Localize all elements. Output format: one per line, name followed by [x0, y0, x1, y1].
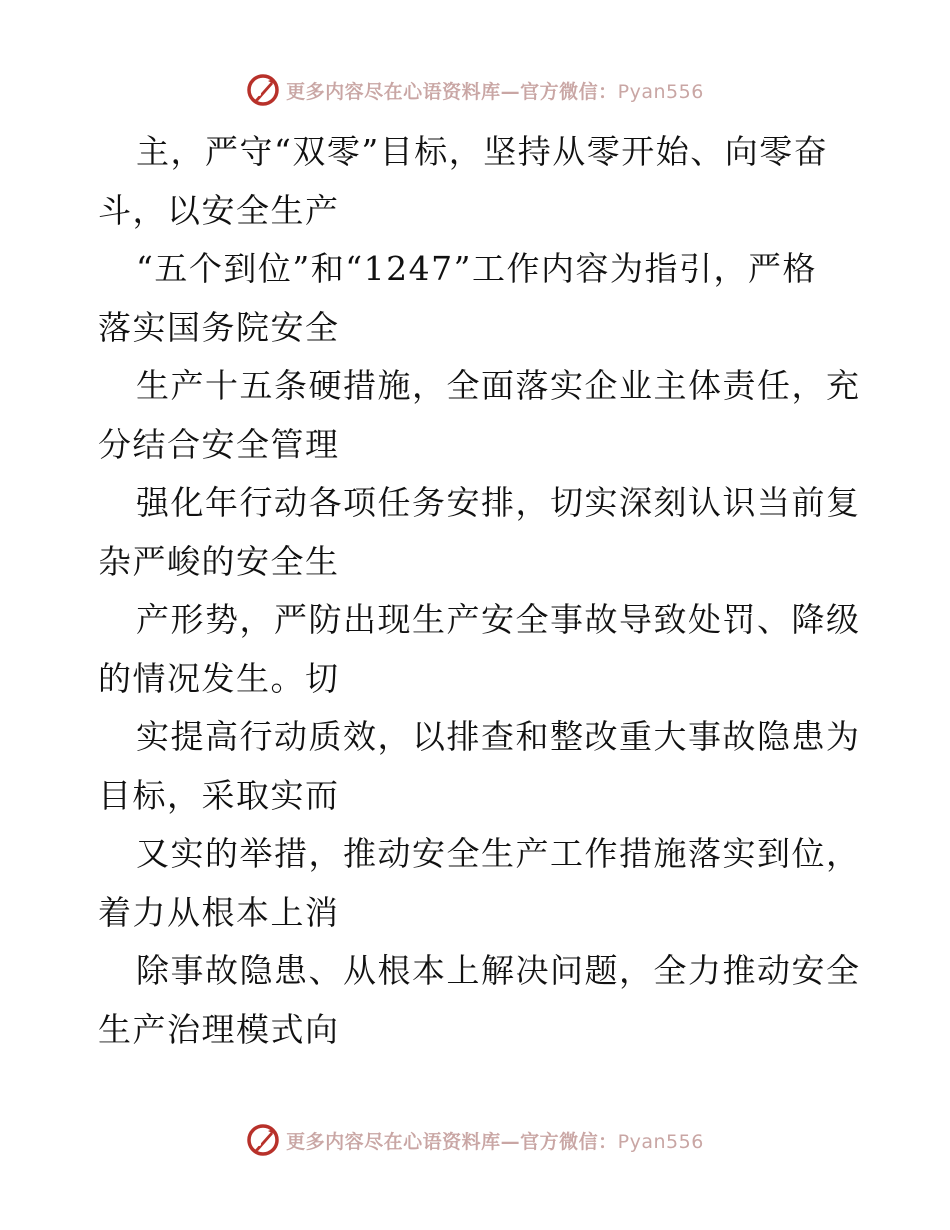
document-body [98, 123, 861, 1059]
body-line: 的情况发生。切 [98, 658, 340, 698]
body-line: 分结合安全管理 [98, 424, 340, 464]
watermark-text: 更多内容尽在心语资料库—官方微信：Pyan556 [286, 80, 704, 103]
watermark-wechat-id: Pyan556 [617, 1130, 704, 1153]
header-watermark [0, 70, 950, 110]
footer-watermark [0, 1120, 950, 1160]
body-line: 杂严峻的安全生 [98, 541, 340, 581]
body-line: 生产治理模式向 [98, 1009, 340, 1049]
watermark-wechat-id: Pyan556 [617, 80, 704, 103]
body-line: 着力从根本上消 [98, 892, 340, 932]
body-line: 又实的举措，推动安全生产工作措施落实到位， [136, 834, 861, 873]
body-line: 除事故隐患、从根本上解决问题，全力推动安全 [136, 951, 861, 990]
body-line: 强化年行动各项任务安排，切实深刻认识当前复 [136, 483, 861, 522]
quill-seal-icon [246, 73, 280, 107]
body-line: 落实国务院安全 [98, 307, 340, 347]
body-line: “五个到位”和“1247”工作内容为指引，严格 [136, 249, 817, 288]
body-line: 目标，采取实而 [98, 775, 340, 815]
body-line: 主，严守“双零”目标，坚持从零开始、向零奋 [136, 132, 829, 171]
watermark-text: 更多内容尽在心语资料库—官方微信：Pyan556 [286, 1130, 704, 1153]
body-line: 生产十五条硬措施，全面落实企业主体责任，充 [136, 366, 861, 405]
body-line: 斗，以安全生产 [98, 190, 340, 230]
body-line: 产形势，严防出现生产安全事故导致处罚、降级 [136, 600, 861, 639]
body-line: 实提高行动质效，以排查和整改重大事故隐患为 [136, 717, 861, 756]
quill-seal-icon [246, 1123, 280, 1157]
